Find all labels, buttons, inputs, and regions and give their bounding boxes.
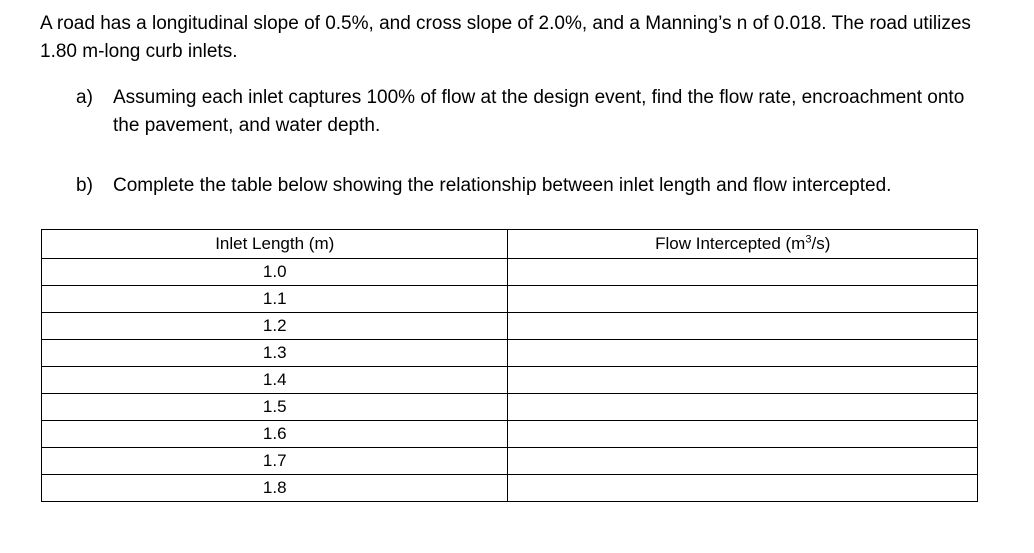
flow-intercepted-cell[interactable]: [508, 340, 978, 367]
table-row: [42, 448, 978, 475]
table-row: [42, 286, 978, 313]
flow-intercepted-cell[interactable]: [508, 367, 978, 394]
question-b: [76, 172, 1016, 200]
question-a: [76, 84, 976, 140]
question-b-text: Complete the table below showing the relationship between inlet length and flow intercepted.: [113, 175, 892, 196]
table-row: [42, 394, 978, 421]
inlet-flow-table: [41, 229, 978, 502]
inlet-length-cell: 1.8: [42, 475, 508, 502]
inlet-length-cell: 1.6: [42, 421, 508, 448]
table-row: [42, 367, 978, 394]
inlet-length-cell: 1.1: [42, 286, 508, 313]
table-row: [42, 259, 978, 286]
flow-header-suffix: /s): [811, 234, 831, 253]
table-row: [42, 475, 978, 502]
inlet-length-cell: 1.0: [42, 259, 508, 286]
table-header-row: [42, 230, 978, 259]
question-a-text: Assuming each inlet captures 100% of flow at the design event, find the flow rate, encroachment onto the pavement, and water depth.: [113, 87, 965, 136]
flow-intercepted-cell[interactable]: [508, 448, 978, 475]
inlet-length-cell: 1.4: [42, 367, 508, 394]
flow-intercepted-cell[interactable]: [508, 394, 978, 421]
table-row: [42, 340, 978, 367]
table-row: [42, 421, 978, 448]
inlet-length-header: Inlet Length (m): [42, 230, 508, 259]
question-a-marker: a): [76, 87, 93, 108]
flow-header-prefix: Flow Intercepted (m: [655, 234, 806, 253]
flow-intercepted-cell[interactable]: [508, 286, 978, 313]
table-row: [42, 313, 978, 340]
question-b-marker: b): [76, 175, 93, 196]
flow-intercepted-header: [508, 230, 978, 259]
inlet-length-cell: 1.2: [42, 313, 508, 340]
flow-intercepted-cell[interactable]: [508, 313, 978, 340]
flow-header-superscript: 3: [805, 233, 812, 246]
inlet-length-cell: 1.5: [42, 394, 508, 421]
problem-intro: A road has a longitudinal slope of 0.5%, and cross slope of 2.0%, and a Manning’s n of 0.018. The road utilizes 1.80 m-long curb inlets.: [40, 13, 971, 62]
flow-intercepted-cell[interactable]: [508, 421, 978, 448]
flow-intercepted-cell[interactable]: [508, 475, 978, 502]
inlet-length-cell: 1.3: [42, 340, 508, 367]
flow-intercepted-cell[interactable]: [508, 259, 978, 286]
inlet-length-cell: 1.7: [42, 448, 508, 475]
